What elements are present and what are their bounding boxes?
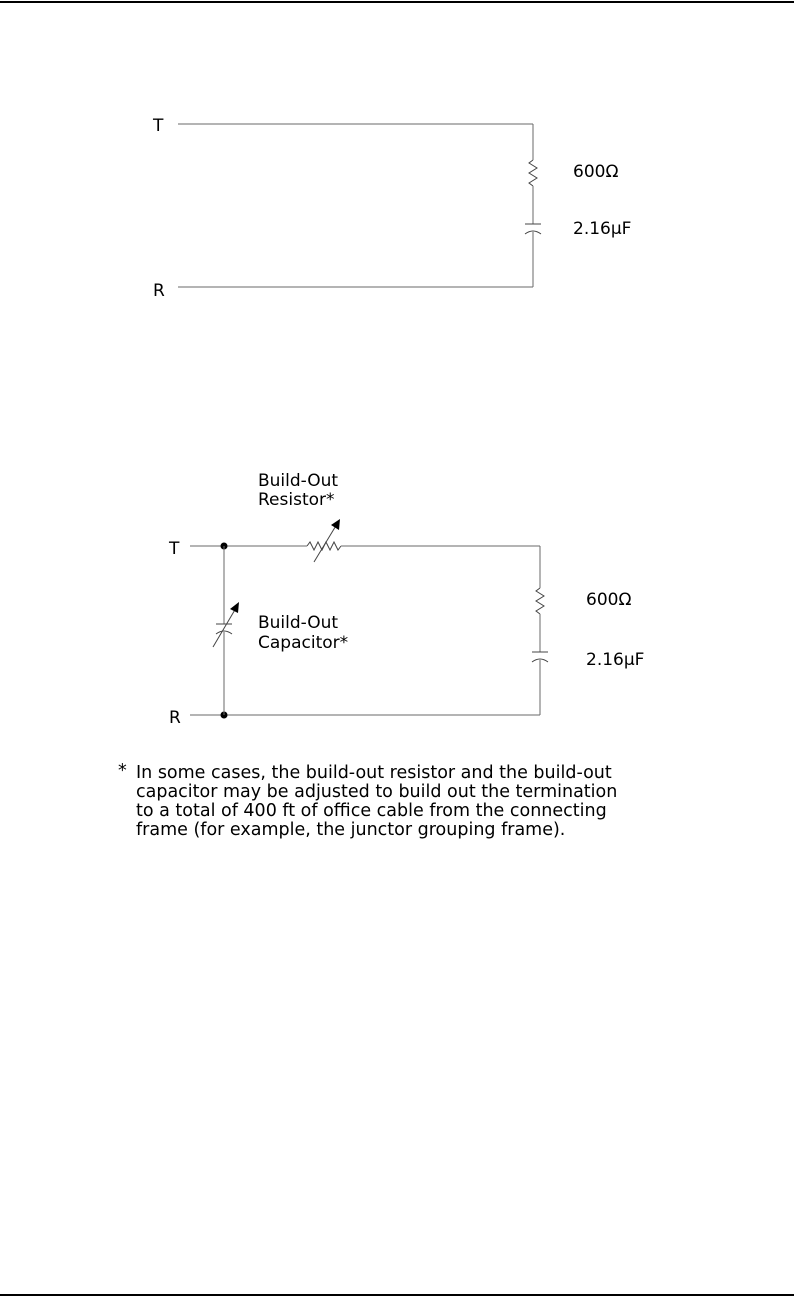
buildout-resistor-label-line2: Resistor* bbox=[258, 490, 335, 510]
capacitor-value-label: 2.16µF bbox=[586, 650, 645, 670]
footnote-line: In some cases, the build-out resistor and the build-out bbox=[136, 763, 612, 783]
buildout-capacitor-label-line2: Capacitor* bbox=[258, 633, 349, 653]
resistor-symbol bbox=[536, 588, 544, 614]
ring-label: R bbox=[153, 281, 165, 301]
variable-arrow-head bbox=[331, 519, 340, 530]
footnote-marker: * bbox=[118, 761, 127, 781]
buildout-capacitor-label-line1: Build-Out bbox=[258, 613, 339, 633]
footnote bbox=[118, 761, 718, 840]
footnote-line: to a total of 400 ft of office cable from the connecting bbox=[136, 801, 607, 821]
tip-label: T bbox=[153, 116, 164, 136]
bottom-rule bbox=[0, 1294, 794, 1296]
buildout-circuit-diagram bbox=[168, 471, 644, 728]
resistor-symbol bbox=[529, 160, 537, 186]
buildout-resistor-label-line1: Build-Out bbox=[258, 471, 339, 491]
ring-label: R bbox=[169, 708, 181, 728]
capacitor-value-label: 2.16µF bbox=[573, 219, 632, 239]
footnote-line: frame (for example, the junctor grouping frame). bbox=[136, 820, 566, 840]
resistor-value-label: 600Ω bbox=[573, 162, 619, 182]
tip-label: T bbox=[169, 539, 180, 559]
resistor-value-label: 600Ω bbox=[586, 590, 632, 610]
termination-circuit-diagram bbox=[152, 116, 631, 301]
footnote-line: capacitor may be adjusted to build out the termination bbox=[136, 782, 618, 802]
